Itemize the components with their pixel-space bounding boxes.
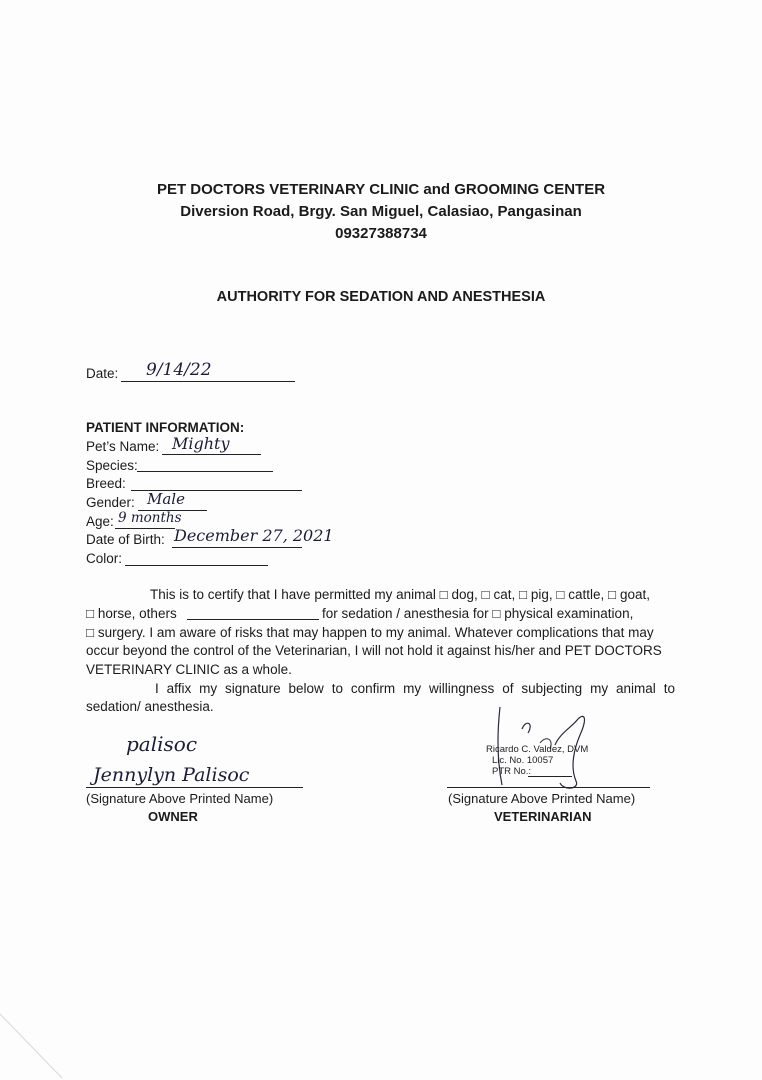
dob-value: December 27, 2021 [174,526,334,545]
paper-crease [0,1010,70,1080]
vet-stamp-license: Lic. No. 10057 [492,755,554,766]
body-line-1: This is to certify that I have permitted my animal □ dog, □ cat, □ pig, □ cattle, □ goat, [150,587,650,602]
breed-label: Breed: [86,476,126,491]
age-line [115,528,175,529]
body-line-2a: □ horse, others [86,606,177,621]
vet-signature-caption: (Signature Above Printed Name) [448,791,636,806]
body-p2-line-1: I affix my signature below to confirm my willingness of subjecting my animal to [155,681,675,696]
body-line-5: VETERINARY CLINIC as a whole. [86,662,292,677]
clinic-phone: 09327388734 [335,225,427,242]
dob-label: Date of Birth: [86,532,165,547]
dob-line [172,547,302,548]
date-value: 9/14/22 [146,360,212,380]
color-line [125,565,268,566]
vet-stamp-name: Ricardo C. Valdez, DVM [486,744,589,755]
body-p2-line-2: sedation/ anesthesia. [86,699,214,714]
others-line [187,619,319,620]
gender-label: Gender: [86,495,135,510]
vet-stamp-ptr: PTR No.: [492,766,532,777]
owner-signature-script: palisoc [126,732,198,756]
body-line-2b: for sedation / anesthesia for □ physical examination, [322,606,634,621]
species-line [137,471,273,472]
vet-signature-line [447,787,650,788]
date-label: Date: [86,366,119,381]
owner-role: OWNER [148,809,198,824]
owner-printed-name: Jennylyn Palisoc [93,764,250,786]
patient-info-heading: PATIENT INFORMATION: [86,420,245,435]
pets-name-label: Pet’s Name: [86,439,160,454]
owner-signature-caption: (Signature Above Printed Name) [86,791,274,806]
gender-value: Male [147,490,185,508]
body-line-3: □ surgery. I am aware of risks that may happen to my animal. Whatever complications that may [86,625,654,640]
owner-signature-line [86,787,303,788]
clinic-name: PET DOCTORS VETERINARY CLINIC and GROOMING CENTER [156,181,606,198]
age-label: Age: [86,514,114,529]
clinic-address: Diversion Road, Brgy. San Miguel, Calasiao, Pangasinan [180,203,582,220]
document-title: AUTHORITY FOR SEDATION AND ANESTHESIA [216,289,546,305]
pets-name-value: Mighty [172,434,230,453]
color-label: Color: [86,551,123,566]
date-line [121,381,295,382]
pets-name-line [162,454,261,455]
species-label: Species: [86,458,138,473]
body-line-4: occur beyond the control of the Veterinarian, I will not hold it against his/her and PET DOCTORS [86,643,662,658]
vet-role: VETERINARIAN [494,809,592,824]
vet-stamp-ptr-line [528,776,572,777]
age-value: 9 months [118,510,182,526]
